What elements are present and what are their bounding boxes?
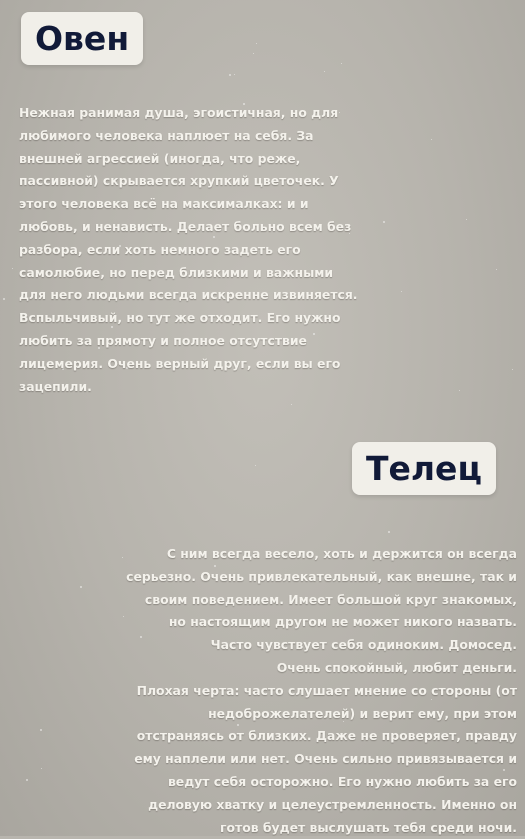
- text-line: недоброжелателей) и верит ему, при этом: [208, 705, 517, 721]
- text-line: ведут себя осторожно. Его нужно любить за его: [167, 773, 517, 789]
- dust-speck: [324, 71, 325, 72]
- text-line: деловую хватку и целеустремленность. Именно он: [148, 796, 517, 812]
- text-line: пассивной) скрывается хрупкий цветочек. У: [19, 173, 339, 189]
- text-line: Нежная ранимая душа, эгоистичная, но для: [19, 105, 339, 120]
- text-line: для него людьми всегда искренне извиняется.: [19, 287, 358, 303]
- dust-speck: [255, 465, 256, 466]
- section-text-telec: [24, 543, 517, 839]
- dust-speck: [341, 63, 342, 64]
- section-title-telec: Телец: [352, 442, 496, 495]
- dust-speck: [496, 269, 497, 270]
- text-line: этого человека всё на максималках: и и: [19, 196, 309, 212]
- section-title-oven: Овен: [21, 12, 143, 65]
- dust-speck: [388, 531, 390, 533]
- text-line: готов будет выслушать тебя среди ночи.: [220, 819, 517, 835]
- text-line: любимого человека наплюет на себя. За: [19, 127, 314, 143]
- text-line: Вспыльчивый, но тут же отходит. Его нужно: [19, 310, 341, 326]
- text-line: С ним всегда весело, хоть и держится он всегда: [166, 546, 517, 561]
- text-line: лицемерия. Очень верный друг, если вы его: [19, 355, 341, 371]
- text-line: серьезно. Очень привлекательный, как внешне, так и: [126, 568, 517, 584]
- text-line: любить за прямоту и полное отсутствие: [19, 332, 307, 348]
- dust-speck: [256, 43, 257, 44]
- dust-speck: [253, 53, 254, 54]
- dust-speck: [291, 404, 292, 405]
- text-line: разбора, если хоть немного задеть его: [19, 241, 301, 257]
- dust-speck: [234, 74, 235, 75]
- text-line: Плохая черта: часто слушает мнение со стороны (от: [136, 682, 517, 698]
- dust-speck: [229, 74, 231, 76]
- text-line: ему наплели или нет. Очень сильно привязывается и: [134, 751, 517, 767]
- text-line: любовь, и ненависть. Делает больно всем без: [19, 218, 352, 234]
- text-line: своим поведением. Имеет большой круг знакомых,: [144, 591, 517, 607]
- text-line: зацепили.: [19, 378, 92, 394]
- text-line: Часто чувствует себя одиноким. Домосед.: [210, 637, 517, 653]
- section-text-oven: [19, 102, 474, 398]
- text-line: но настоящим другом не может никого назвать.: [168, 614, 517, 630]
- text-line: самолюбие, но перед близкими и важными: [19, 264, 334, 280]
- dust-speck: [12, 268, 13, 269]
- dust-speck: [512, 369, 513, 370]
- dust-speck: [3, 298, 5, 300]
- text-line: внешней агрессией (иногда, что реже,: [19, 150, 301, 166]
- text-line: отстраняясь от близких. Даже не проверяет, правду: [136, 728, 517, 744]
- text-line: Очень спокойный, любит деньги.: [276, 659, 517, 675]
